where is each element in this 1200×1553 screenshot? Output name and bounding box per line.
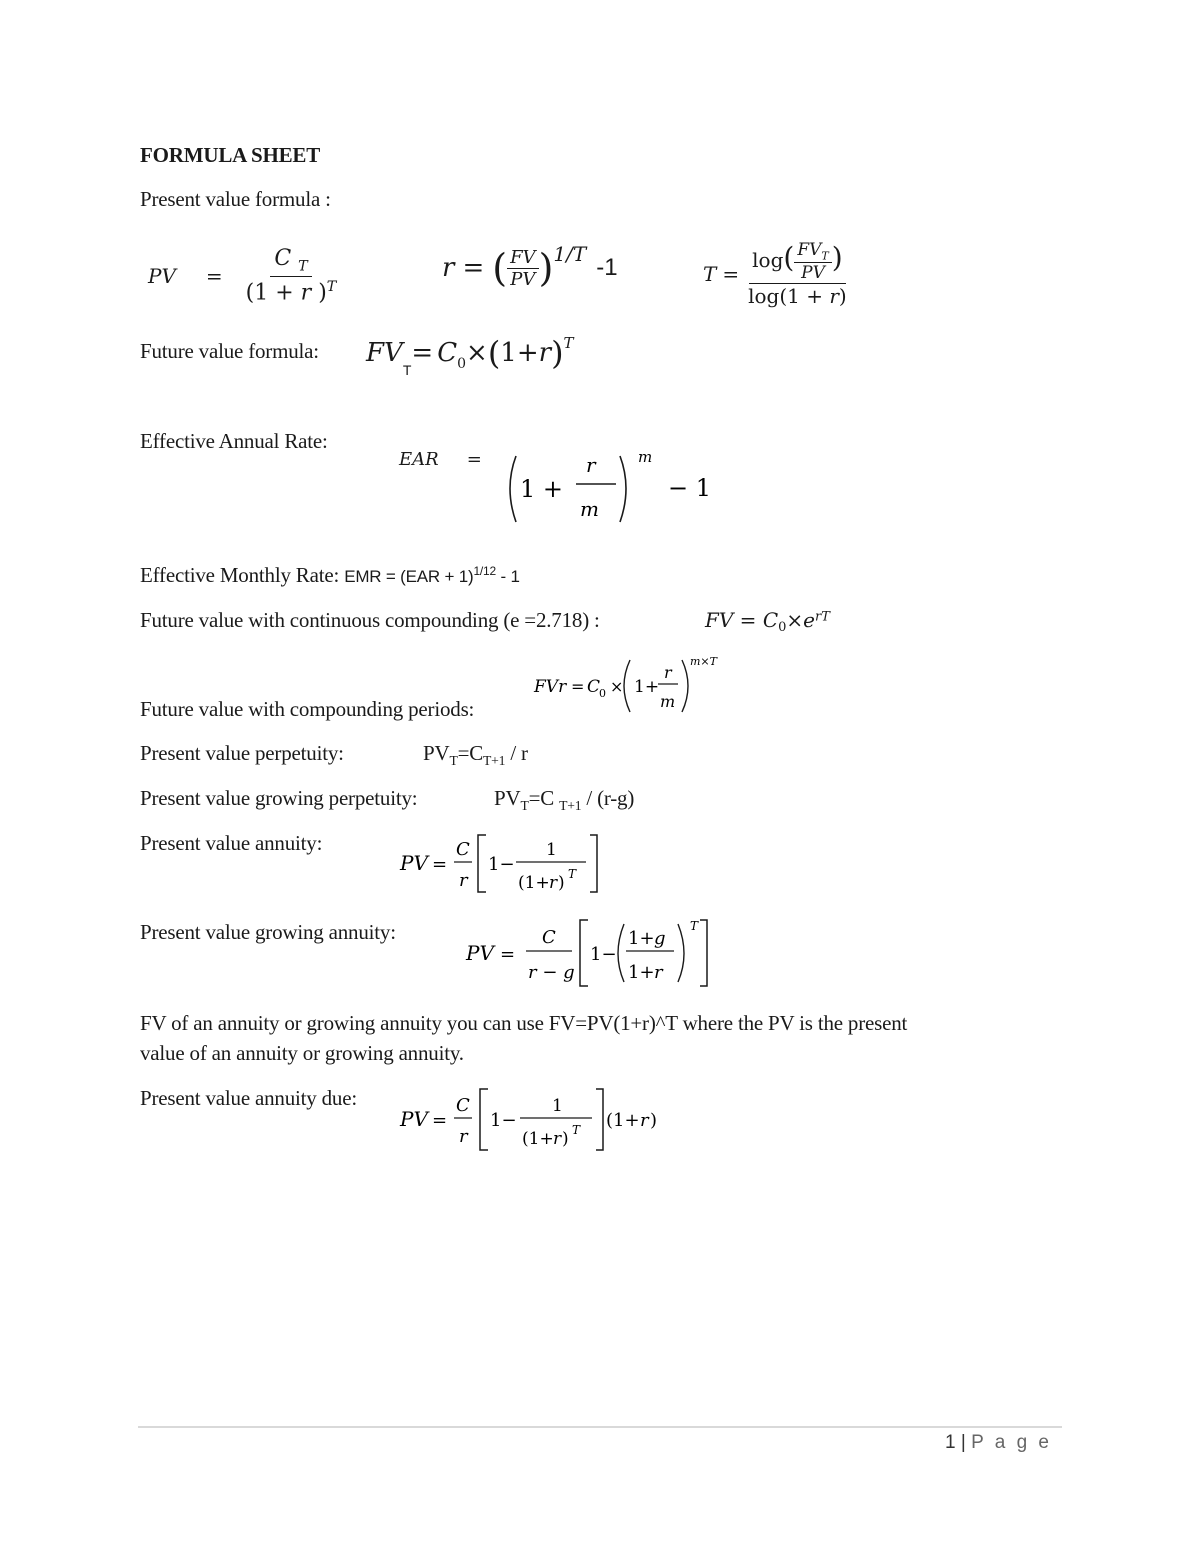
emr-exponent: 1/12: [473, 564, 497, 578]
perp-rhs: / r: [505, 741, 528, 765]
svg-text:r: r: [654, 962, 663, 983]
svg-text:1: 1: [546, 840, 557, 860]
grow-perp-lhs: PV: [494, 786, 521, 810]
pv-annuity-due-label: Present value annuity due:: [140, 1086, 357, 1110]
svg-text:=: =: [432, 854, 448, 875]
svg-text:r: r: [640, 1110, 649, 1131]
fv-periods-formula: [530, 652, 730, 716]
emr-formula: EMR = (EAR + 1): [344, 567, 474, 586]
fv-formula-label: Future value formula:: [140, 339, 319, 363]
svg-text:PV: PV: [466, 941, 494, 965]
svg-text:r: r: [664, 663, 672, 682]
pv-annuity-due-formula: [398, 1084, 668, 1154]
svg-text:r: r: [549, 873, 558, 893]
svg-text:r: r: [459, 1126, 468, 1147]
svg-text:1−: 1−: [488, 854, 515, 875]
fv-continuous-formula: FV = $C_0\times e^{rT}$: [705, 608, 830, 636]
svg-text:m×T: m×T: [690, 655, 717, 668]
svg-text:1−: 1−: [590, 944, 617, 965]
svg-text:×: ×: [610, 677, 624, 696]
svg-text:m: m: [638, 448, 653, 466]
pv-growing-perpetuity-label: Present value growing perpetuity:: [140, 786, 418, 810]
svg-text:1−: 1−: [490, 1110, 517, 1131]
footer-divider: [138, 1426, 1062, 1428]
pv-annuity-formula: [398, 830, 610, 898]
svg-text:C: C: [542, 927, 556, 948]
time-formula: T = log( $\frac{FV_T}{PV}$ ) log(1 + r): [703, 240, 847, 309]
svg-text:=: =: [500, 944, 516, 965]
fv-annuity-note-line2: value of an annuity or growing annuity.: [140, 1041, 464, 1065]
pv-annuity-label: Present value annuity:: [140, 831, 323, 855]
ear-formula: EAR =: [399, 449, 482, 470]
svg-text:T: T: [690, 919, 699, 933]
page-separator: |: [955, 1432, 972, 1453]
svg-text:r: r: [459, 870, 468, 891]
svg-text:1+: 1+: [628, 928, 655, 949]
perp-c-sub: T+1: [483, 753, 506, 769]
pv-perpetuity-formula: [423, 741, 528, 769]
svg-text:T: T: [568, 867, 577, 881]
svg-text:PV: PV: [400, 1107, 428, 1131]
pv-formula: PV = $\frac{C _T}{(1 + r )^T}$: [148, 246, 337, 306]
svg-text:1 +: 1 +: [520, 475, 564, 503]
pv-growing-annuity-formula: [464, 916, 720, 992]
svg-text:C: C: [456, 839, 470, 860]
svg-text:=: =: [432, 1110, 448, 1131]
pv-perpetuity-label: Present value perpetuity:: [140, 741, 344, 765]
svg-text:(1+: (1+: [518, 873, 550, 893]
ear-label: Effective Annual Rate:: [140, 429, 328, 453]
rate-formula: r = ( $\frac{FV}{PV}$ ) 1/T -1: [442, 242, 618, 290]
grow-perp-lhs-sub: T: [520, 798, 529, 814]
svg-text:m: m: [580, 497, 599, 521]
page-title: FORMULA SHEET: [140, 143, 321, 167]
pv-growing-annuity-label: Present value growing annuity:: [140, 920, 396, 944]
svg-text:− 1: − 1: [668, 474, 712, 502]
svg-text:(1+: (1+: [522, 1129, 554, 1149]
fv-annuity-note-line1: FV of an annuity or growing annuity you can use FV=PV(1+r)^T where the PV is the present: [140, 1011, 908, 1035]
svg-text:): ): [650, 1110, 658, 1131]
fv-continuous-label: Future value with continuous compounding (e =2.718) :: [140, 608, 600, 632]
page-footer: [945, 1432, 1052, 1454]
svg-text:=: =: [571, 677, 585, 696]
svg-text:r: r: [553, 1129, 562, 1149]
perp-eq: =C: [457, 741, 484, 765]
emr-tail: - 1: [496, 567, 520, 586]
svg-text:g: g: [654, 928, 666, 949]
perp-lhs-sub: T: [449, 753, 458, 769]
pv-growing-perpetuity-formula: [494, 786, 634, 814]
emr-row: [140, 563, 520, 588]
svg-text:1: 1: [552, 1096, 563, 1116]
perp-lhs: PV: [423, 741, 450, 765]
page-number: 1: [945, 1432, 956, 1453]
svg-text:C: C: [587, 677, 601, 697]
fv-formula: FV T = C $_0$ × ( 1+ r ) T: [366, 334, 574, 378]
svg-text:PV: PV: [400, 851, 428, 875]
grow-perp-c-sub: T+1: [559, 798, 582, 814]
svg-text:(1+: (1+: [606, 1110, 640, 1131]
svg-text:): ): [562, 1129, 569, 1149]
svg-text:C: C: [456, 1095, 470, 1116]
svg-text:T: T: [572, 1123, 581, 1137]
emr-label: Effective Monthly Rate:: [140, 563, 340, 587]
svg-text:r: r: [586, 453, 596, 477]
svg-text:0: 0: [599, 687, 606, 700]
ear-expression: [500, 448, 720, 530]
svg-text:1+: 1+: [628, 962, 655, 983]
grow-perp-eq: =C: [528, 786, 560, 810]
svg-text:r − g: r − g: [528, 962, 575, 983]
svg-text:FVr: FVr: [534, 677, 567, 697]
page-word: P a g e: [971, 1432, 1052, 1453]
svg-text:m: m: [660, 692, 676, 711]
pv-formula-label: Present value formula :: [140, 187, 331, 211]
fv-periods-label: Future value with compounding periods:: [140, 697, 475, 721]
grow-perp-rhs: / (r-g): [581, 786, 635, 810]
svg-text:1+: 1+: [634, 677, 660, 697]
svg-text:): ): [558, 873, 565, 893]
